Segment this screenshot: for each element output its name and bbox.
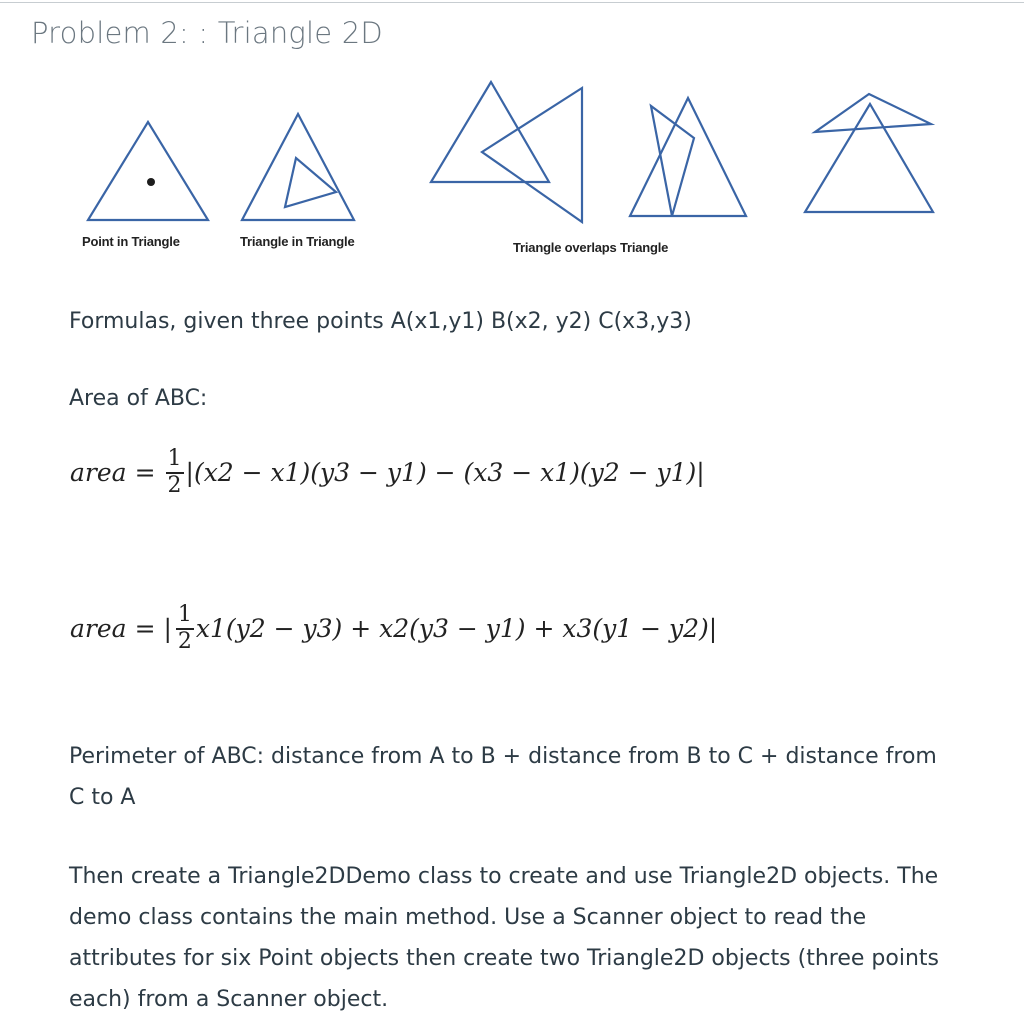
formula2-rhs: x1(y2 − y3) + x2(y3 − y1) + x3(y1 − y2)| — [195, 613, 718, 643]
formula1-frac-num: 1 — [167, 446, 182, 471]
area-heading: Area of ABC: — [69, 386, 208, 411]
formula1-lhs: area — [70, 457, 127, 487]
formula2-fraction — [176, 604, 194, 653]
overlap-triangle-b — [482, 88, 582, 222]
formula1-fraction — [166, 448, 184, 497]
perimeter-text: Perimeter of ABC: distance from A to B + distance from B to C + distance from C to A — [69, 744, 937, 810]
area-formula-2 — [70, 604, 717, 653]
label-point-in-triangle: Point in Triangle — [82, 234, 180, 249]
area-formula-1 — [70, 448, 705, 497]
formula2-frac-den: 2 — [177, 628, 192, 654]
inner-point — [147, 178, 155, 186]
triangle-figure — [0, 70, 1024, 270]
formula1-frac-den: 2 — [167, 472, 182, 498]
page-title: Problem 2: : Triangle 2D — [31, 16, 383, 50]
top-divider — [0, 2, 1024, 3]
formula2-lhs: area — [70, 613, 127, 643]
overlap-triangle-f — [815, 94, 931, 132]
formula2-eq: = | — [134, 613, 172, 643]
formula1-rhs: |(x2 − x1)(y3 − y1) − (x3 − x1)(y2 − y1)| — [185, 457, 705, 487]
formula2-frac-num: 1 — [177, 602, 192, 627]
overlap-triangle-e — [805, 104, 933, 212]
overlap-triangle-a — [431, 82, 549, 182]
label-triangle-overlaps: Triangle overlaps Triangle — [513, 240, 669, 255]
demo-text: Then create a Triangle2DDemo class to create and use Triangle2D objects. The demo class contains the main method. Use a Scanner object to read the attributes for six Point objects then create two Triangle2D objects (three points each) from a Scanner object. — [69, 864, 939, 1012]
inner-triangle-2 — [285, 158, 336, 207]
outer-triangle-1 — [88, 122, 208, 220]
label-triangle-in-triangle: Triangle in Triangle — [240, 234, 355, 249]
formula1-eq: = — [134, 457, 156, 487]
formulas-intro: Formulas, given three points A(x1,y1) B(x2, y2) C(x3,y3) — [69, 309, 692, 334]
